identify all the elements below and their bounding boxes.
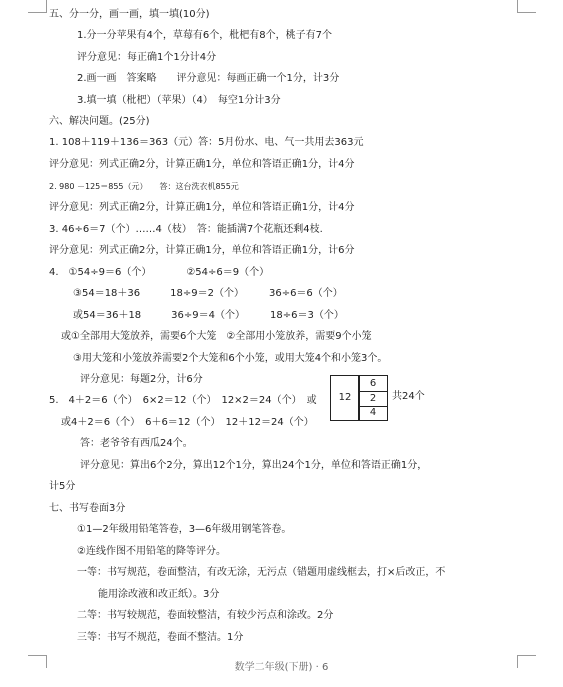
s7-item-1: ①1—2年级用铅笔答卷，3—6年级用钢笔答卷。 (77, 524, 292, 535)
s6-q5-score: 评分意见：算出6个2分，算出12个1分，算出24个1分，单位和答语正确1分， (80, 460, 428, 471)
s5-q3: 3.填一填（枇杷）（苹果）（4） 每空1分计3分 (77, 95, 281, 106)
s7-item-3a: 一等：书写规范，卷面整洁，有改无涂，无污点（错题用虚线框去，打×后改正，不 (77, 567, 446, 578)
page-footer: 数学二年级(下册) · 6 (234, 662, 329, 673)
s6-q5-b: 或4＋2＝6（个） 6＋6＝12（个） 12＋12＝24（个） (61, 417, 314, 428)
s6-q3: 3. 46÷6＝7（个）……4（枝） 答：能插满7个花瓶还剩4枝. (49, 224, 323, 235)
diagram-bottom-value: 4 (369, 407, 377, 418)
s7-item-5: 三等：书写不规范，卷面不整洁。1分 (77, 632, 244, 643)
crop-mark-top-right (517, 0, 536, 13)
crop-mark-top-left (28, 0, 47, 13)
s6-q4-e: ③用大笼和小笼放养需要2个大笼和6个小笼，或用大笼4个和小笼3个。 (73, 353, 388, 364)
s6-q2-score: 评分意见：列式正确2分，计算正确1分，单位和答语正确1分，计4分 (49, 202, 355, 213)
s5-q1-score: 评分意见：每正确1个1分计4分 (77, 52, 217, 63)
s6-q4-d: 或①全部用大笼放养，需要6个大笼 ②全部用小笼放养，需要9个小笼 (61, 331, 372, 342)
section-7-title: 七、书写卷面3分 (49, 503, 126, 514)
s6-q4-a: 4. ①54÷9＝6（个） ②54÷6＝9（个） (49, 267, 270, 278)
s7-item-4: 二等：书写较规范，卷面较整洁，有较少污点和涂改。2分 (77, 610, 334, 621)
s6-q5-a: 5. 4＋2＝6（个） 6×2＝12（个） 12×2＝24（个） 或 (49, 395, 317, 406)
grouping-diagram-outer (330, 375, 360, 421)
s6-q5-total: 计5分 (49, 481, 76, 492)
diagram-middle-value: 2 (369, 393, 377, 404)
diagram-top-value: 6 (369, 378, 377, 389)
s6-q1: 1. 108＋119＋136＝363（元）答：5月份水、电、气一共用去363元 (49, 137, 364, 148)
s6-q5-answer: 答：老爷爷有西瓜24个。 (80, 438, 193, 449)
s7-item-3b: 能用涂改液和改正纸）。3分 (98, 589, 220, 600)
s6-q4-c: 或54＝36＋18 36÷9＝4（个） 18÷6＝3（个） (73, 310, 344, 321)
diagram-left-value: 12 (338, 392, 352, 403)
s6-q3-score: 评分意见：列式正确2分，计算正确1分，单位和答语正确1分，计6分 (49, 245, 355, 256)
diagram-total-label: 共24个 (392, 391, 425, 402)
s6-q4-b: ③54＝18＋36 18÷9＝2（个） 36÷6＝6（个） (73, 288, 343, 299)
s6-q1-score: 评分意见：列式正确2分，计算正确1分，单位和答语正确1分，计4分 (49, 159, 355, 170)
section-5-title: 五、分一分，画一画，填一填(10分) (49, 9, 210, 20)
s5-q2: 2.画一画 答案略 评分意见：每画正确一个1分，计3分 (77, 73, 340, 84)
s5-q1: 1.分一分苹果有4个，草莓有6个，枇杷有8个，桃子有7个 (77, 30, 332, 41)
s6-q2: 2. 980 －125＝855（元） 答：这台洗衣机855元 (49, 182, 239, 191)
s6-q4-score: 评分意见：每题2分，计6分 (80, 374, 203, 385)
s7-item-2: ②连线作图不用铅笔的降等评分。 (77, 546, 226, 557)
diagram-divider-1 (359, 391, 387, 392)
section-6-title: 六、解决问题。(25分) (49, 116, 150, 127)
grouping-diagram-stack (358, 375, 388, 421)
